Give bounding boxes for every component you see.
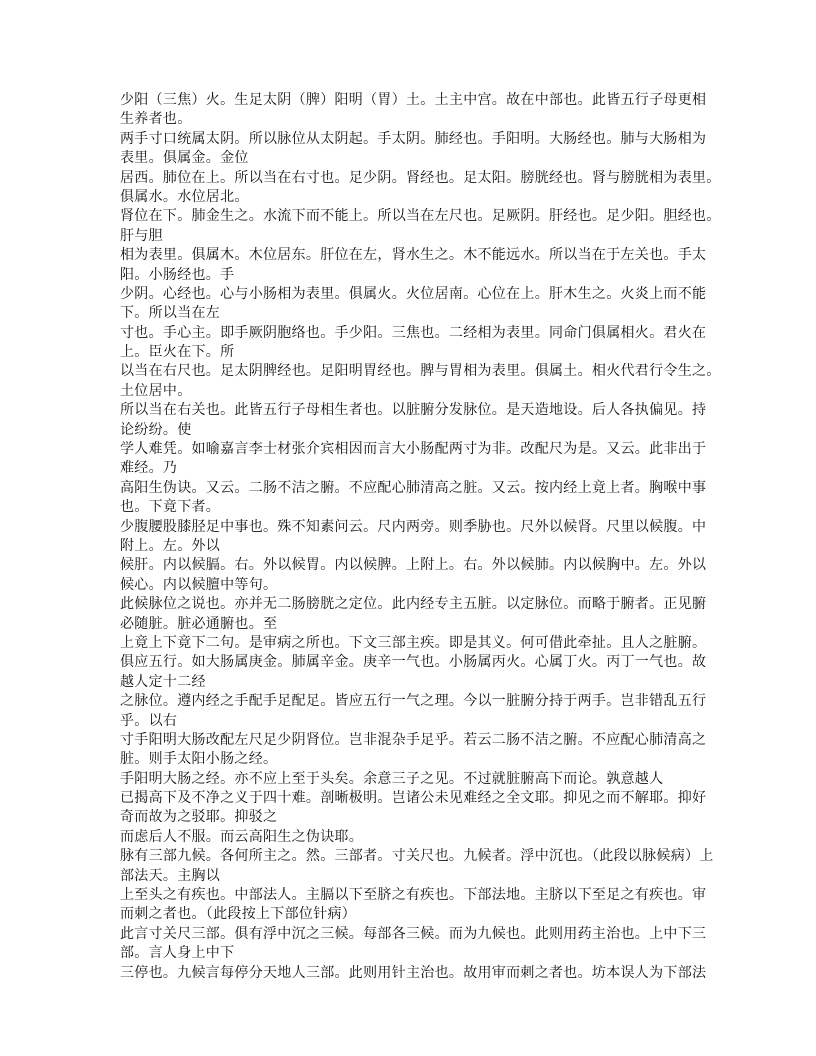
text-line: 上至头之有疾也。中部法人。主膈以下至脐之有疾也。下部法地。主脐以下至足之有疾也。审 — [120, 887, 707, 904]
text-line: 居西。肺位在上。所以当在右寸也。足少阴。肾经也。足太阳。膀胱经也。肾与膀胱相为表里。 — [120, 169, 721, 186]
text-line: 难经。乃 — [120, 460, 178, 477]
text-line: 之脉位。遵内经之手配手足配足。皆应五行一气之理。今以一脏腑分持于两手。岂非错乱五行 — [120, 693, 707, 710]
text-line: 此言寸关尺三部。俱有浮中沉之三候。每部各三候。而为九候也。此则用药主治也。上中下三 — [120, 925, 707, 942]
text-line: 三停也。九候言每停分天地人三部。此则用针主治也。故用审而刺之者也。坊本误人为下部法 — [120, 964, 707, 981]
text-line: 所以当在右关也。此皆五行子母相生者也。以脏腑分发脉位。是天造地设。后人各执偏见。持 — [120, 402, 707, 419]
document-page — [120, 91, 721, 983]
text-line: 也。下竟下者。 — [120, 499, 221, 516]
text-line: 越人定十二经 — [120, 673, 206, 690]
text-line: 两手寸口统属太阴。所以脉位从太阴起。手太阴。肺经也。手阳明。大肠经也。肺与大肠相为 — [120, 130, 707, 147]
text-line: 俱属水。水位居北。 — [120, 188, 249, 205]
text-line: 候肝。内以候膈。右。外以候胃。内以候脾。上附上。右。外以候肺。内以候胸中。左。外以 — [120, 557, 707, 574]
text-line: 候心。内以候膻中等句。 — [120, 576, 278, 593]
text-line: 必随脏。脏必通腑也。至 — [120, 615, 278, 632]
text-line: 部法天。主胸以 — [120, 867, 221, 884]
text-line: 相为表里。俱属木。木位居东。肝位在左，肾水生之。木不能远水。所以当在于左关也。手太 — [120, 247, 707, 264]
text-line: 下。所以当在左 — [120, 305, 221, 322]
text-line: 而虑后人不服。而云高阳生之伪诀耶。 — [120, 828, 364, 845]
text-line: 俱应五行。如大肠属庚金。肺属辛金。庚辛一气也。小肠属丙火。心属丁火。丙丁一气也。故 — [120, 654, 707, 671]
text-line: 乎。以右 — [120, 712, 178, 729]
text-line: 上竟上下竟下二句。是审病之所也。下文三部主疾。即是其义。何可借此牵扯。且人之脏腑。 — [120, 634, 707, 651]
text-line: 而刺之者也。（此段按上下部位针病） — [120, 906, 357, 923]
text-line: 奇而故为之驳耶。抑驳之 — [120, 809, 278, 826]
text-line: 阳。小肠经也。手 — [120, 266, 235, 283]
text-line: 寸也。手心主。即手厥阴胞络也。手少阳。三焦也。二经相为表里。同命门俱属相火。君火在 — [120, 324, 707, 341]
text-line: 已揭高下及不净之义于四十难。剖晰极明。岂诸公未见难经之全文耶。抑见之而不解耶。抑好 — [120, 790, 707, 807]
text-line: 寸手阳明大肠改配左尺足少阴肾位。岂非混杂手足乎。若云二肠不洁之腑。不应配心肺清高之 — [120, 731, 707, 748]
text-line: 脉有三部九候。各何所主之。然。三部者。寸关尺也。九候者。浮中沉也。（此段以脉候病）上 — [120, 848, 714, 865]
text-line: 附上。左。外以 — [120, 537, 221, 554]
text-line: 高阳生伪诀。又云。二肠不洁之腑。不应配心肺清高之脏。又云。按内经上竟上者。胸喉中事 — [120, 479, 707, 496]
text-line: 土位居中。 — [120, 382, 192, 399]
text-line: 少腹腰股膝胫足中事也。殊不知素问云。尺内两旁。则季胁也。尺外以候肾。尺里以候腹。中 — [120, 518, 707, 535]
text-line: 上。臣火在下。所 — [120, 344, 235, 361]
text-line: 学人难凭。如喻嘉言李士材张介宾相因而言大小肠配两寸为非。改配尺为是。又云。此非出于 — [120, 441, 707, 458]
text-line: 少阴。心经也。心与小肠相为表里。俱属火。火位居南。心位在上。肝木生之。火炎上而不能 — [120, 285, 707, 302]
text-line: 论纷纷。使 — [120, 421, 192, 438]
text-line: 手阳明大肠之经。亦不应上至于头矣。余意三子之见。不过就脏腑高下而论。孰意越人 — [120, 770, 664, 787]
text-line: 表里。俱属金。金位 — [120, 150, 249, 167]
text-line: 部。言人身上中下 — [120, 945, 235, 962]
text-line: 此候脉位之说也。亦并无二肠膀胱之定位。此内经专主五脏。以定脉位。而略于腑者。正见腑 — [120, 596, 707, 613]
text-line: 肝与胆 — [120, 227, 163, 244]
text-line: 少阳（三焦）火。生足太阴（脾）阳明（胃）土。土主中宫。故在中部也。此皆五行子母更相 — [120, 92, 707, 108]
text-line: 以当在右尺也。足太阴脾经也。足阳明胃经也。脾与胃相为表里。俱属土。相火代君行令生之。 — [120, 363, 721, 380]
text-line: 脏。则手太阳小肠之经。 — [120, 751, 278, 768]
text-line: 生养者也。 — [120, 111, 192, 128]
text-line: 肾位在下。肺金生之。水流下而不能上。所以当在左尺也。足厥阴。肝经也。足少阳。胆经也。 — [120, 208, 721, 225]
